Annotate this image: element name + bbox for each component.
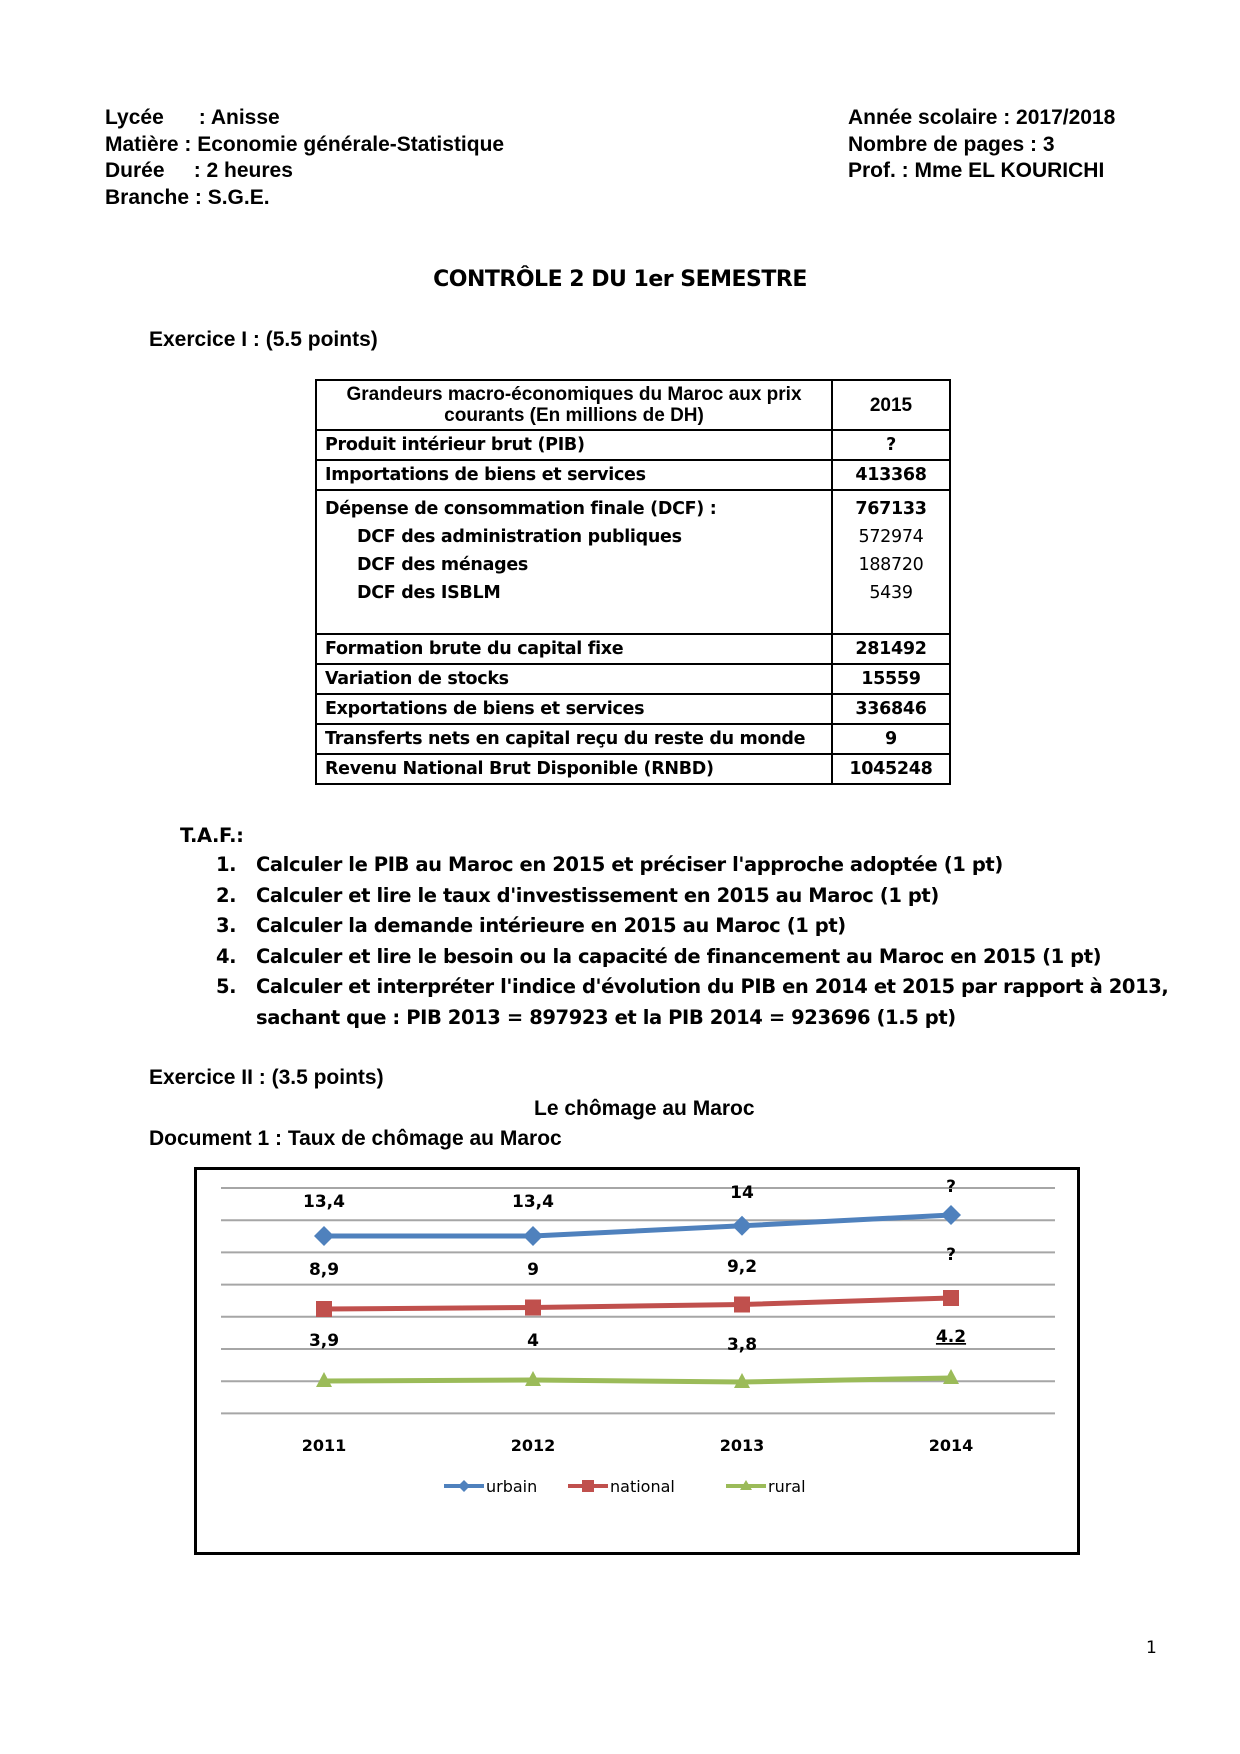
row-value: 15559: [832, 664, 950, 694]
task-text: Calculer le PIB au Maroc en 2015 et préciser l'approche adoptée (1 pt): [256, 853, 1003, 876]
task-number: 2.: [216, 883, 237, 907]
task-item: [216, 972, 1176, 1033]
table-row: [316, 664, 950, 694]
diamond-marker-icon: [941, 1205, 961, 1225]
task-text: Calculer et lire le besoin ou la capacité de financement au Maroc en 2015 (1 pt): [256, 944, 1102, 968]
row-value: 281492: [832, 634, 950, 664]
legend-item-urbain: [444, 1477, 537, 1496]
series-line-national: [324, 1298, 951, 1309]
header-right: [848, 105, 1115, 185]
diamond-marker-icon: [314, 1226, 334, 1246]
svg-text:urbain: urbain: [486, 1477, 538, 1496]
legend-item-rural: [726, 1477, 806, 1496]
table-row: [316, 460, 950, 490]
task-number: 5.: [216, 975, 237, 998]
row-value: 9: [832, 724, 950, 754]
chart-canvas: [197, 1170, 1077, 1552]
diamond-legend-icon: [458, 1480, 470, 1492]
task-number: 4.: [216, 944, 237, 968]
series-line-rural: [324, 1378, 951, 1382]
data-label: 8,9: [308, 1260, 340, 1280]
diamond-marker-icon: [732, 1216, 752, 1236]
row-value: 1045248: [832, 754, 950, 784]
data-label: 14: [730, 1183, 754, 1203]
dcf-sub-label: DCF des administration publiques: [357, 527, 682, 547]
svg-text:national: national: [610, 1477, 675, 1496]
diamond-marker-icon: [523, 1226, 543, 1246]
square-legend-icon: [582, 1480, 594, 1492]
header-prof: Prof. : Mme EL KOURICHI: [848, 159, 1105, 182]
header-matiere: Matière : Economie générale-Statistique: [105, 132, 505, 156]
unemployment-line-chart: [194, 1167, 1080, 1555]
dcf-sub-label: DCF des ISBLM: [357, 583, 501, 603]
data-label: ?: [946, 1177, 956, 1197]
dcf-label: Dépense de consommation finale (DCF) :: [325, 499, 717, 519]
row-label: Revenu National Brut Disponible (RNBD): [316, 754, 832, 784]
data-label: 13,4: [303, 1192, 345, 1212]
square-marker-icon: [943, 1290, 959, 1306]
task-text: Calculer la demande intérieure en 2015 au Maroc (1 pt): [256, 914, 846, 937]
table-row: [316, 694, 950, 724]
task-text: Calculer et lire le taux d'investissement en 2015 au Maroc (1 pt): [256, 883, 939, 907]
row-label: [316, 490, 832, 634]
data-label: 13,4: [512, 1192, 554, 1212]
x-tick-label: 2014: [928, 1436, 974, 1455]
task-text: Calculer et interpréter l'indice d'évolution du PIB en 2014 et 2015 par rapport à 2013, sachant que : PIB 2013 = 897923 et la PIB 2014 = 923696 (1.5 pt): [256, 975, 1169, 1029]
exercise1-heading: Exercice I : (5.5 points): [149, 328, 378, 351]
dcf-sub-label: DCF des ménages: [357, 555, 529, 575]
page-number: 1: [1146, 1638, 1157, 1658]
exercise2-heading: Exercice II : (3.5 points): [149, 1066, 384, 1089]
header-branche: Branche : S.G.E.: [105, 185, 270, 209]
table-header-label: Grandeurs macro-économiques du Maroc aux prix courants (En millions de DH): [316, 380, 832, 430]
document1-title: Document 1 : Taux de chômage au Maroc: [149, 1127, 562, 1150]
table-row: [316, 754, 950, 784]
exercise2-subtitle: Le chômage au Maroc: [534, 1097, 755, 1120]
row-label: Variation de stocks: [316, 664, 832, 694]
square-marker-icon: [316, 1301, 332, 1317]
dcf-sub-value: 572974: [858, 527, 924, 547]
data-label: 9,2: [726, 1257, 758, 1277]
row-label: Exportations de biens et services: [316, 694, 832, 724]
dcf-value: 767133: [855, 499, 927, 519]
header-lycee: Lycée : Anisse: [105, 106, 280, 129]
row-label: Formation brute du capital fixe: [316, 634, 832, 664]
table-row-dcf: [316, 490, 950, 634]
header-pages: Nombre de pages : 3: [848, 132, 1055, 156]
square-marker-icon: [525, 1300, 541, 1316]
table-header-year: 2015: [832, 380, 950, 430]
task-item: [216, 881, 1176, 912]
table-row: [316, 724, 950, 754]
dcf-sub-value: 188720: [858, 555, 924, 575]
page-title: CONTRÔLE 2 DU 1er SEMESTRE: [433, 267, 807, 292]
data-label: 4: [527, 1331, 539, 1351]
data-label: ?: [946, 1245, 956, 1265]
header-left: [105, 105, 504, 211]
data-label: 3,9: [308, 1331, 340, 1351]
row-label: Importations de biens et services: [316, 460, 832, 490]
dcf-sub-value: 5439: [869, 583, 913, 603]
task-number: 3.: [216, 914, 237, 937]
task-item: [216, 942, 1176, 973]
square-marker-icon: [734, 1297, 750, 1313]
table-row: [316, 634, 950, 664]
table-header-row: [316, 380, 950, 430]
macro-table: [315, 379, 951, 785]
series-line-urbain: [324, 1215, 951, 1236]
task-item: [216, 911, 1176, 942]
x-tick-label: 2013: [719, 1436, 765, 1455]
row-value: ?: [832, 430, 950, 460]
row-value: [832, 490, 950, 634]
task-number: 1.: [216, 853, 237, 876]
row-label: Produit intérieur brut (PIB): [316, 430, 832, 460]
svg-text:rural: rural: [768, 1477, 806, 1496]
row-value: 336846: [832, 694, 950, 724]
task-item: [216, 850, 1176, 881]
row-label: Transferts nets en capital reçu du reste du monde: [316, 724, 832, 754]
data-label: 4.2: [935, 1327, 967, 1347]
data-label: 9: [527, 1260, 539, 1280]
row-value: 413368: [832, 460, 950, 490]
x-tick-label: 2011: [301, 1436, 347, 1455]
header-annee: Année scolaire : 2017/2018: [848, 106, 1116, 129]
data-label: 3,8: [726, 1335, 758, 1355]
task-list: [216, 850, 1176, 1033]
legend-item-national: [568, 1477, 675, 1496]
taf-label: T.A.F.:: [180, 824, 244, 847]
table-row: [316, 430, 950, 460]
x-tick-label: 2012: [510, 1436, 556, 1455]
header-duree: Durée : 2 heures: [105, 159, 293, 182]
